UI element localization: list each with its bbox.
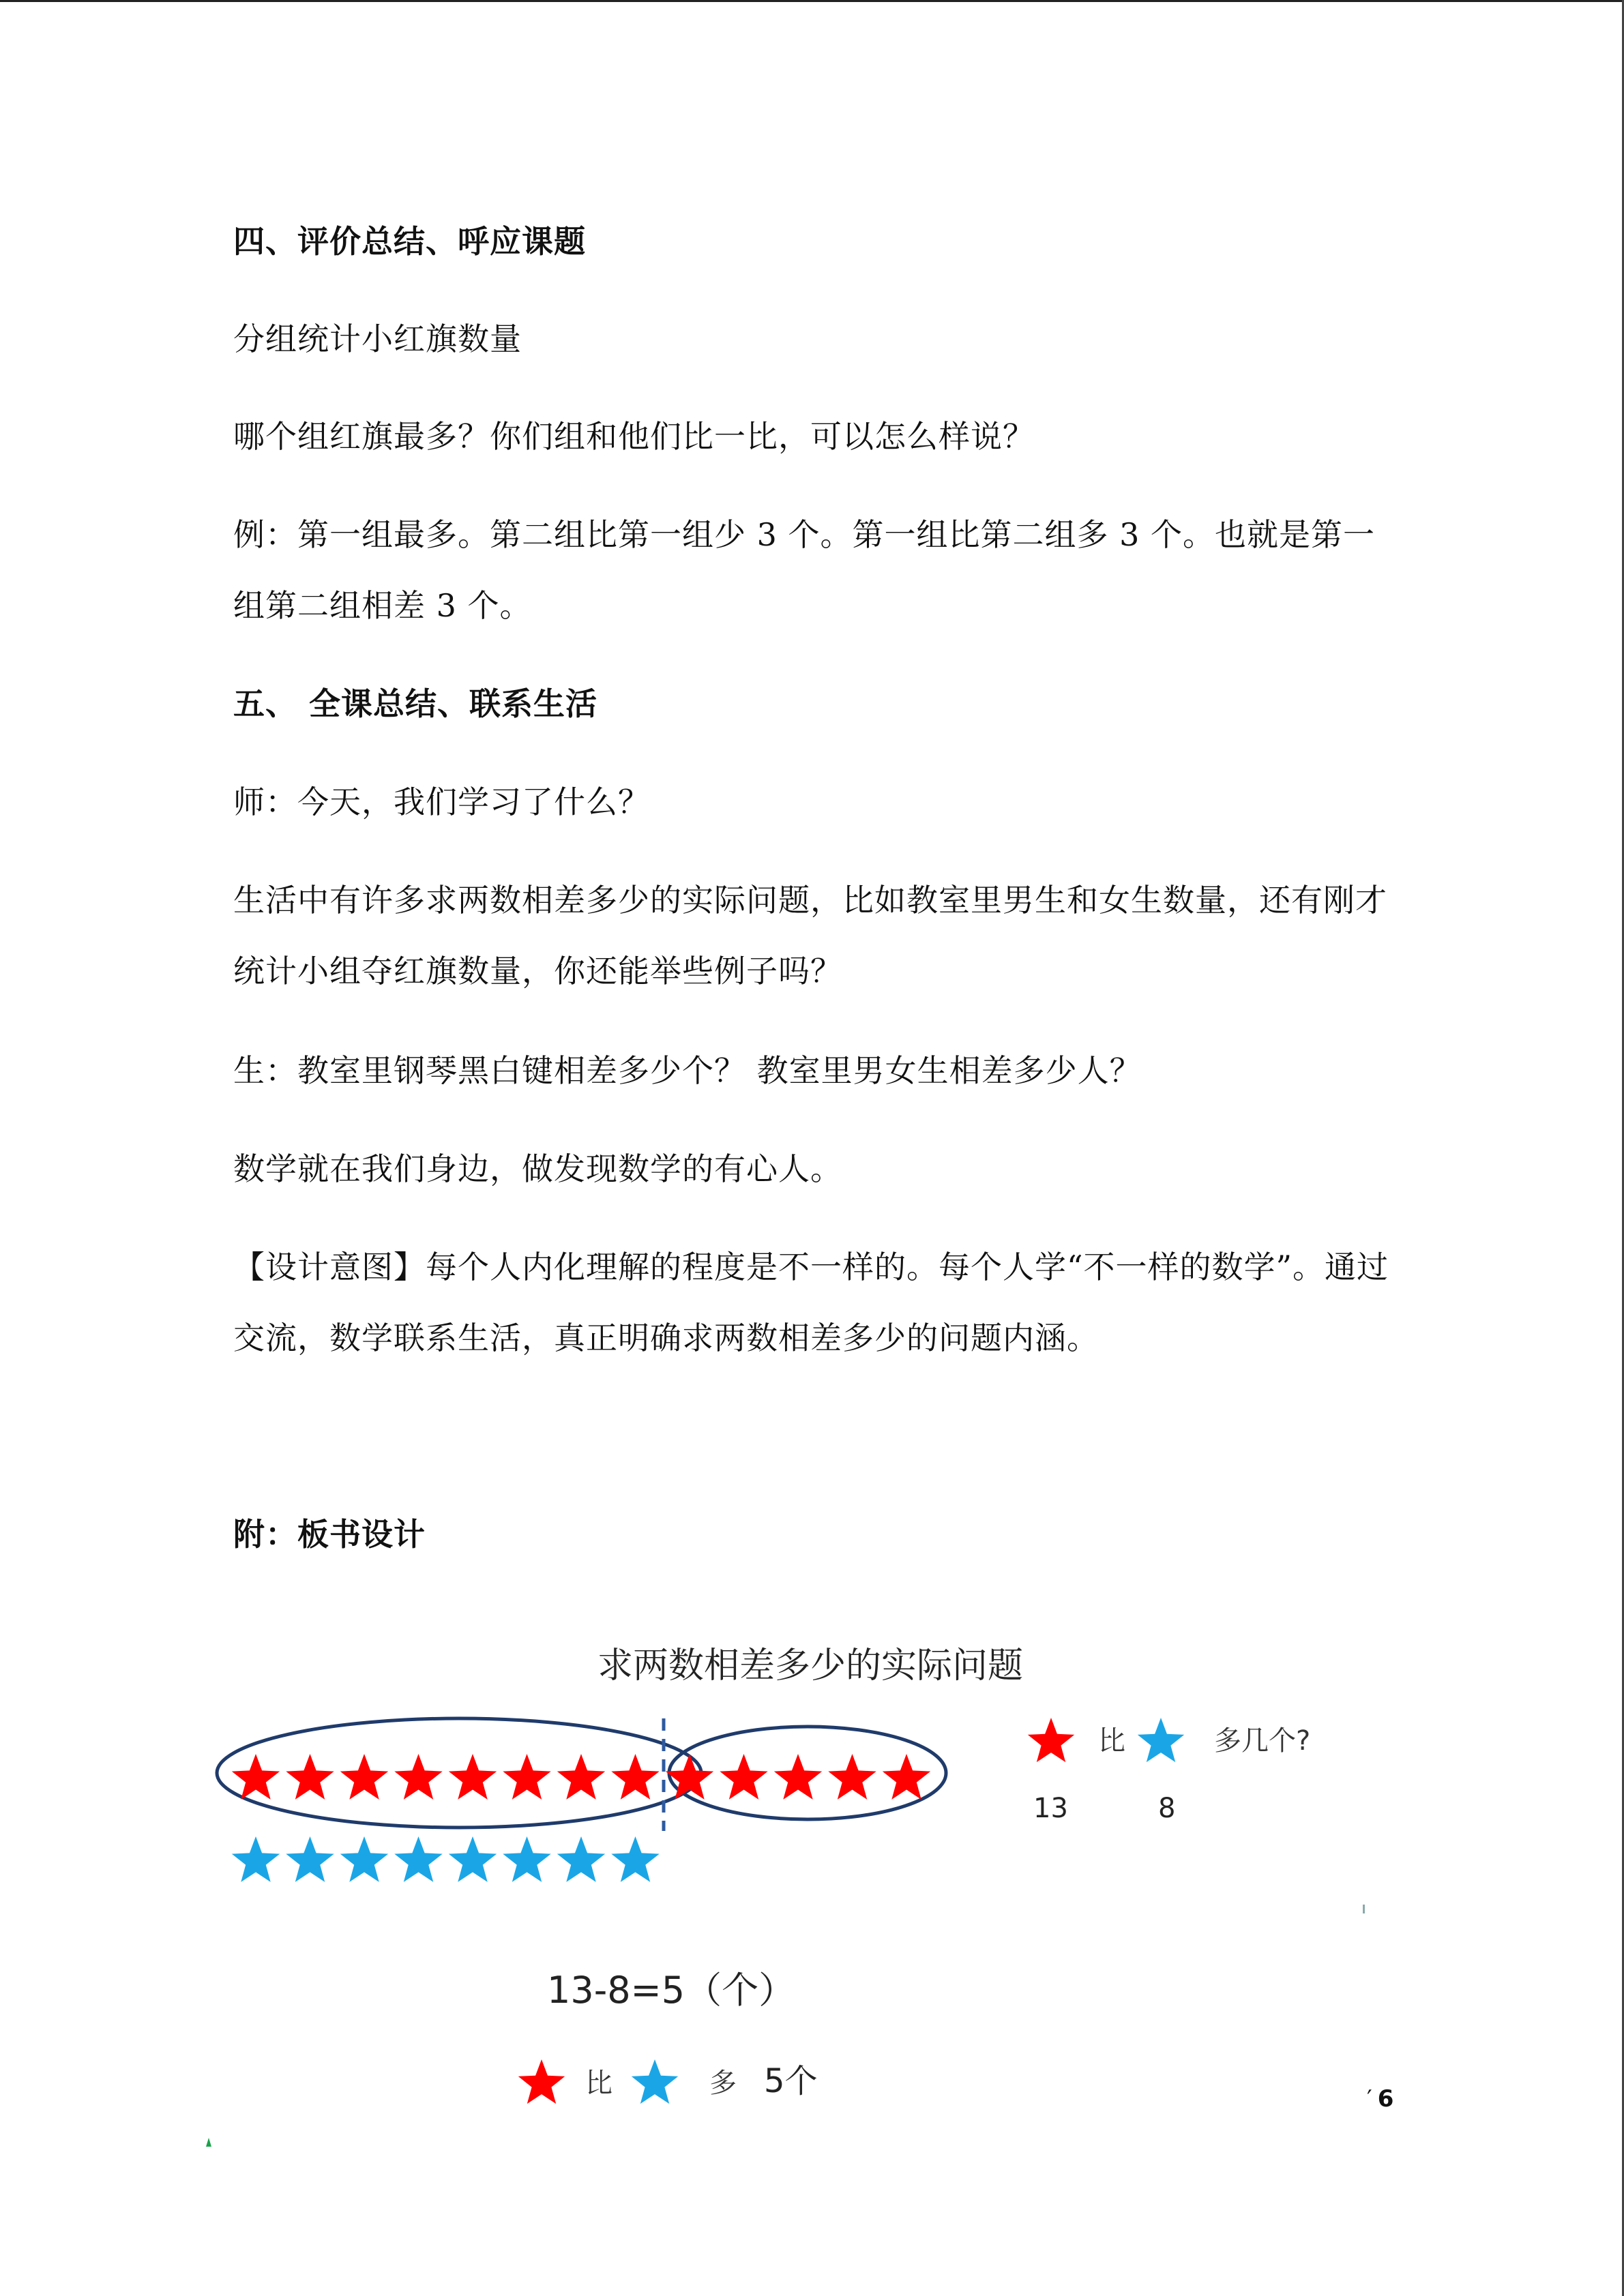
board-title: 求两数相差多少的实际问题 (597, 1645, 1024, 1686)
result-red-star-icon (518, 2059, 565, 2104)
blue-star (286, 1836, 334, 1882)
paragraph-question: 哪个组红旗最多？你们组和他们比一比，可以怎么样说？ (233, 418, 1035, 455)
red-star (883, 1754, 930, 1800)
blue-star (611, 1836, 659, 1882)
page-number (1367, 2085, 1393, 2113)
page-number-value: 6 (1377, 2085, 1394, 2113)
tiny-mark (1363, 1905, 1365, 1913)
red-star (557, 1754, 605, 1800)
blue-star (632, 2059, 678, 2104)
red-star (774, 1754, 822, 1800)
section-5-heading: 五、 全课总结、联系生活 (233, 685, 598, 722)
section-4-heading: 四、评价总结、呼应课题 (233, 223, 586, 260)
red-star (449, 1754, 497, 1800)
blue-star (232, 1836, 280, 1882)
paragraph-teacher: 师：今天，我们学习了什么？ (233, 784, 650, 820)
blue-star-row (232, 1836, 660, 1882)
result-value-text: 5个 (764, 2062, 818, 2100)
red-star (286, 1754, 334, 1800)
legend-blue-star-icon (1138, 1718, 1184, 1762)
red-star-number: 13 (1033, 1793, 1068, 1824)
paragraph-life: 生活中有许多求两数相差多少的实际问题，比如教室里男生和女生数量，还有刚才统计小组夺红旗数量，你还能举些例子吗？ (233, 882, 1387, 989)
paragraph-math-around: 数学就在我们身边，做发现数学的有心人。 (233, 1150, 842, 1187)
legend-compare-text: 比 (1098, 1725, 1125, 1757)
red-star (720, 1754, 767, 1800)
paragraph-design-intent: 【设计意图】每个人内化理解的程度是不一样的。每个人学“不一样的数学”。通过交流，数学联系生活，真正明确求两数相差多少的问题内涵。 (233, 1249, 1389, 1356)
result-more-text: 多 (709, 2068, 737, 2099)
red-star (828, 1754, 876, 1800)
blue-star (394, 1836, 442, 1882)
red-star-row (232, 1754, 930, 1800)
appendix-heading: 附：板书设计 (233, 1516, 426, 1553)
blue-star (1138, 1718, 1184, 1762)
result-compare-text: 比 (585, 2068, 612, 2099)
paragraph-example: 例：第一组最多。第二组比第一组少 3 个。第一组比第二组多 3 个。也就是第一组第二组相差 3 个。 (233, 516, 1376, 624)
corner-green-mark (206, 2138, 211, 2147)
red-star (611, 1754, 659, 1800)
blue-star-number: 8 (1158, 1793, 1176, 1824)
red-star (232, 1754, 280, 1800)
blue-star (557, 1836, 605, 1882)
equation-text: 13-8=5（个） (547, 1969, 796, 2012)
red-star (1028, 1718, 1074, 1762)
red-star (518, 2059, 565, 2104)
blue-star (503, 1836, 550, 1882)
red-star (503, 1754, 550, 1800)
red-star (340, 1754, 388, 1800)
blue-star (340, 1836, 388, 1882)
paragraph-students: 生：教室里钢琴黑白键相差多少个？ 教室里男女生相差多少人？ (233, 1052, 1142, 1089)
legend-red-star-icon (1028, 1718, 1074, 1762)
red-star (394, 1754, 442, 1800)
paragraph-flag-count: 分组统计小红旗数量 (233, 320, 522, 357)
page-number-tick: ′ (1367, 2085, 1372, 2113)
result-blue-star-icon (632, 2059, 678, 2104)
blue-star (449, 1836, 497, 1882)
legend-question-text: 多几个? (1214, 1725, 1311, 1757)
